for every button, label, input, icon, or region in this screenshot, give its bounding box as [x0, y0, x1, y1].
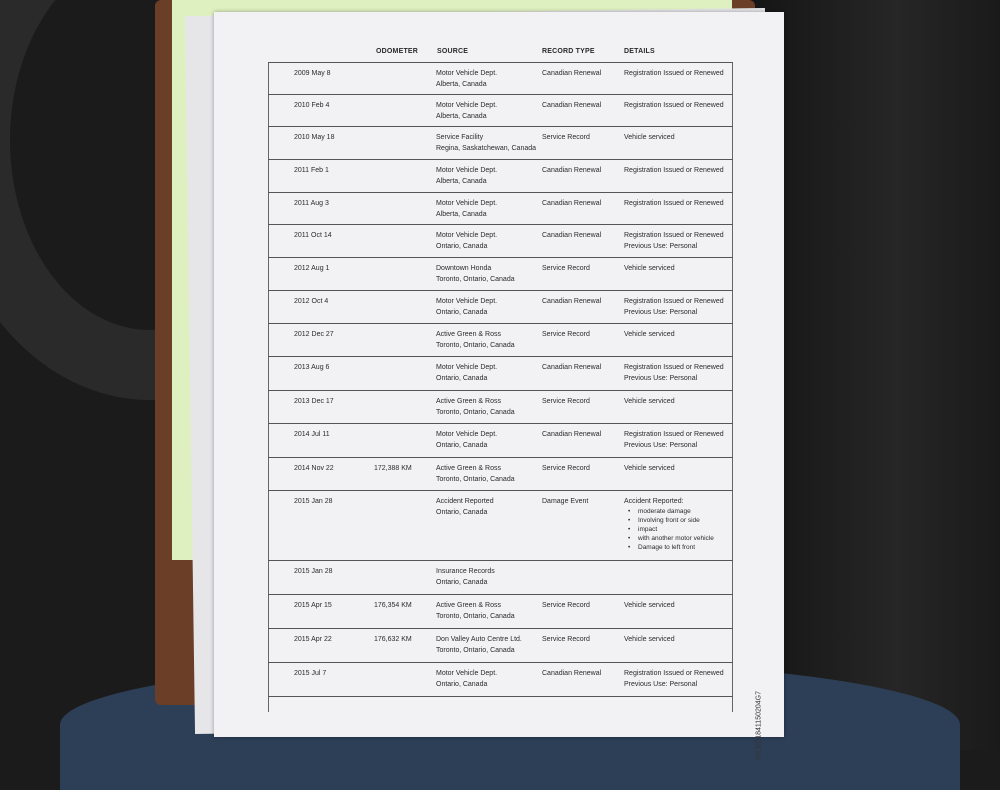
cell-source	[436, 429, 497, 451]
source-line: Active Green & Ross	[436, 465, 501, 472]
details-line: Registration Issued or Renewed	[624, 232, 724, 239]
cell-date: 2015 Apr 22	[294, 636, 332, 643]
source-line: Alberta, Canada	[436, 113, 487, 120]
table-row	[214, 126, 784, 159]
cell-source	[436, 463, 515, 485]
table-row	[214, 290, 784, 323]
source-line: Ontario, Canada	[436, 243, 488, 250]
source-line: Active Green & Ross	[436, 398, 501, 405]
details-line: Vehicle serviced	[624, 134, 675, 141]
source-line: Ontario, Canada	[436, 681, 488, 688]
damage-bullet: • impact	[624, 525, 714, 534]
source-line: Toronto, Ontario, Canada	[436, 342, 515, 349]
cell-details	[624, 296, 724, 318]
cell-source	[436, 132, 536, 154]
details-line: Vehicle serviced	[624, 636, 675, 643]
cell-record-type: Canadian Renewal	[542, 200, 602, 207]
cell-record-type: Service Record	[542, 465, 590, 472]
table-row	[214, 662, 784, 696]
source-line: Motor Vehicle Dept.	[436, 200, 498, 207]
details-line: Registration Issued or Renewed	[624, 670, 724, 677]
source-line: Motor Vehicle Dept.	[436, 298, 498, 305]
row-divider	[268, 390, 733, 391]
table-row	[214, 628, 784, 662]
cell-details	[624, 100, 724, 111]
cell-source	[436, 362, 497, 384]
cell-date: 2011 Feb 1	[294, 167, 329, 174]
row-divider	[268, 94, 733, 95]
cell-record-type: Service Record	[542, 331, 590, 338]
row-divider	[268, 126, 733, 127]
cell-source	[436, 396, 515, 418]
table-row	[214, 192, 784, 224]
table-row	[214, 323, 784, 356]
row-divider	[268, 290, 733, 291]
details-line: Registration Issued or Renewed	[624, 70, 724, 77]
cell-details	[624, 634, 675, 645]
row-divider	[268, 323, 733, 324]
cell-source	[436, 230, 497, 252]
cell-details	[624, 396, 675, 407]
cell-details	[624, 496, 714, 552]
source-line: Motor Vehicle Dept.	[436, 670, 498, 677]
cell-record-type: Canadian Renewal	[542, 298, 602, 305]
cell-source	[436, 668, 497, 690]
cell-date: 2013 Aug 6	[294, 364, 330, 371]
source-line: Motor Vehicle Dept.	[436, 232, 498, 239]
source-line: Ontario, Canada	[436, 442, 488, 449]
row-divider	[268, 159, 733, 160]
cell-date: 2012 Aug 1	[294, 265, 330, 272]
header-record-type: RECORD TYPE	[542, 48, 595, 55]
cell-details	[624, 198, 724, 209]
source-line: Downtown Honda	[436, 265, 492, 272]
details-line: Vehicle serviced	[624, 265, 675, 272]
source-line: Ontario, Canada	[436, 579, 488, 586]
table-bottom-border	[268, 696, 733, 697]
cell-details	[624, 68, 724, 79]
cell-record-type: Canadian Renewal	[542, 431, 602, 438]
details-line: Previous Use: Personal	[624, 681, 698, 688]
details-line: Vehicle serviced	[624, 602, 675, 609]
details-line: Vehicle serviced	[624, 398, 675, 405]
source-line: Ontario, Canada	[436, 309, 488, 316]
source-line: Don Valley Auto Centre Ltd.	[436, 636, 522, 643]
table-row	[214, 457, 784, 490]
source-line: Toronto, Ontario, Canada	[436, 613, 515, 620]
cell-record-type: Canadian Renewal	[542, 102, 602, 109]
table-row	[214, 94, 784, 126]
header-source: SOURCE	[437, 48, 469, 55]
cell-details	[624, 362, 724, 384]
damage-bullet: • Damage to left front	[624, 543, 714, 552]
cell-odometer: 176,354 KM	[374, 602, 412, 609]
cell-date: 2012 Dec 27	[294, 331, 334, 338]
cell-date: 2011 Oct 14	[294, 232, 332, 239]
details-line: Previous Use: Personal	[624, 375, 698, 382]
row-divider	[268, 192, 733, 193]
cell-record-type: Service Record	[542, 134, 590, 141]
row-divider	[268, 257, 733, 258]
cell-details	[624, 230, 724, 252]
cell-date: 2013 Dec 17	[294, 398, 334, 405]
source-line: Service Facility	[436, 134, 484, 141]
details-line: Registration Issued or Renewed	[624, 102, 724, 109]
details-line: Registration Issued or Renewed	[624, 298, 724, 305]
damage-bullet: • with another motor vehicle	[624, 534, 714, 543]
history-table	[214, 12, 784, 737]
source-line: Motor Vehicle Dept.	[436, 70, 498, 77]
cell-source	[436, 100, 497, 122]
damage-bullet: • Involving front or side	[624, 516, 714, 525]
cell-source	[436, 329, 515, 351]
source-line: Alberta, Canada	[436, 81, 487, 88]
cell-odometer: 172,388 KM	[374, 465, 412, 472]
cell-date: 2015 Jul 7	[294, 670, 327, 677]
cell-date: 2012 Oct 4	[294, 298, 329, 305]
details-line: Previous Use: Personal	[624, 243, 698, 250]
vin-number: JHLRD1841150204G7	[755, 691, 762, 762]
cell-details	[624, 263, 675, 274]
cell-record-type: Service Record	[542, 398, 590, 405]
details-line: Accident Reported:	[624, 498, 684, 505]
details-line: Registration Issued or Renewed	[624, 364, 724, 371]
cell-record-type: Service Record	[542, 636, 590, 643]
table-row	[214, 594, 784, 628]
cell-source	[436, 566, 495, 588]
header-odometer: ODOMETER	[376, 48, 419, 55]
cell-record-type: Canadian Renewal	[542, 364, 602, 371]
table-row	[214, 423, 784, 457]
cell-details	[624, 600, 675, 611]
source-line: Alberta, Canada	[436, 178, 487, 185]
cell-details	[624, 132, 675, 143]
cell-date: 2009 May 8	[294, 70, 331, 77]
cell-source	[436, 600, 515, 622]
source-line: Ontario, Canada	[436, 509, 488, 516]
cell-details	[624, 429, 724, 451]
source-line: Regina, Saskatchewan, Canada	[436, 145, 537, 152]
row-divider	[268, 356, 733, 357]
row-divider	[268, 490, 733, 491]
details-line: Previous Use: Personal	[624, 442, 698, 449]
cell-source	[436, 263, 515, 285]
cell-record-type: Service Record	[542, 265, 590, 272]
cell-record-type: Canadian Renewal	[542, 70, 602, 77]
source-line: Toronto, Ontario, Canada	[436, 647, 515, 654]
row-divider	[268, 224, 733, 225]
details-line: Registration Issued or Renewed	[624, 200, 724, 207]
details-line: Vehicle serviced	[624, 331, 675, 338]
table-row	[214, 390, 784, 423]
table-row	[214, 159, 784, 192]
details-line: Registration Issued or Renewed	[624, 167, 724, 174]
row-divider	[268, 594, 733, 595]
cell-details	[624, 463, 675, 474]
cell-date: 2015 Jan 28	[294, 498, 333, 505]
cell-source	[436, 198, 497, 220]
damage-bullet: • moderate damage	[624, 507, 714, 516]
source-line: Alberta, Canada	[436, 211, 487, 218]
row-divider	[268, 423, 733, 424]
cell-date: 2011 Aug 3	[294, 200, 329, 207]
row-divider	[268, 628, 733, 629]
cell-record-type: Canadian Renewal	[542, 167, 602, 174]
cell-date: 2015 Apr 15	[294, 602, 332, 609]
cell-source	[436, 634, 522, 656]
vehicle-history-document	[214, 12, 784, 762]
source-line: Insurance Records	[436, 568, 495, 575]
table-row	[214, 356, 784, 390]
source-line: Motor Vehicle Dept.	[436, 102, 498, 109]
cell-odometer: 176,632 KM	[374, 636, 412, 643]
cell-source	[436, 165, 497, 187]
cell-source	[436, 68, 497, 90]
table-row	[214, 490, 784, 560]
cell-date: 2014 Nov 22	[294, 465, 334, 472]
table-row	[214, 560, 784, 594]
cell-source	[436, 296, 497, 318]
source-line: Accident Reported	[436, 498, 494, 505]
damage-bullet-list	[624, 507, 714, 552]
cell-date: 2015 Jan 28	[294, 568, 333, 575]
source-line: Toronto, Ontario, Canada	[436, 409, 515, 416]
details-line: Registration Issued or Renewed	[624, 431, 724, 438]
cell-details	[624, 329, 675, 340]
source-line: Toronto, Ontario, Canada	[436, 476, 515, 483]
cell-date: 2014 Jul 11	[294, 431, 330, 438]
row-divider	[268, 457, 733, 458]
source-line: Ontario, Canada	[436, 375, 488, 382]
details-line: Previous Use: Personal	[624, 309, 698, 316]
source-line: Motor Vehicle Dept.	[436, 167, 498, 174]
cell-source	[436, 496, 494, 518]
cell-record-type: Canadian Renewal	[542, 232, 602, 239]
details-line: Vehicle serviced	[624, 465, 675, 472]
source-line: Active Green & Ross	[436, 331, 501, 338]
header-details: DETAILS	[624, 48, 655, 55]
source-line: Motor Vehicle Dept.	[436, 364, 498, 371]
cell-date: 2010 May 18	[294, 134, 335, 141]
cell-details	[624, 668, 724, 690]
cell-record-type: Damage Event	[542, 498, 589, 505]
cell-record-type: Canadian Renewal	[542, 670, 602, 677]
cell-details	[624, 165, 724, 176]
cell-record-type: Service Record	[542, 602, 590, 609]
row-divider	[268, 62, 733, 63]
table-row	[214, 62, 784, 94]
source-line: Motor Vehicle Dept.	[436, 431, 498, 438]
cell-date: 2010 Feb 4	[294, 102, 330, 109]
source-line: Toronto, Ontario, Canada	[436, 276, 515, 283]
table-row	[214, 257, 784, 290]
source-line: Active Green & Ross	[436, 602, 501, 609]
row-divider	[268, 560, 733, 561]
row-divider	[268, 662, 733, 663]
table-row	[214, 224, 784, 257]
